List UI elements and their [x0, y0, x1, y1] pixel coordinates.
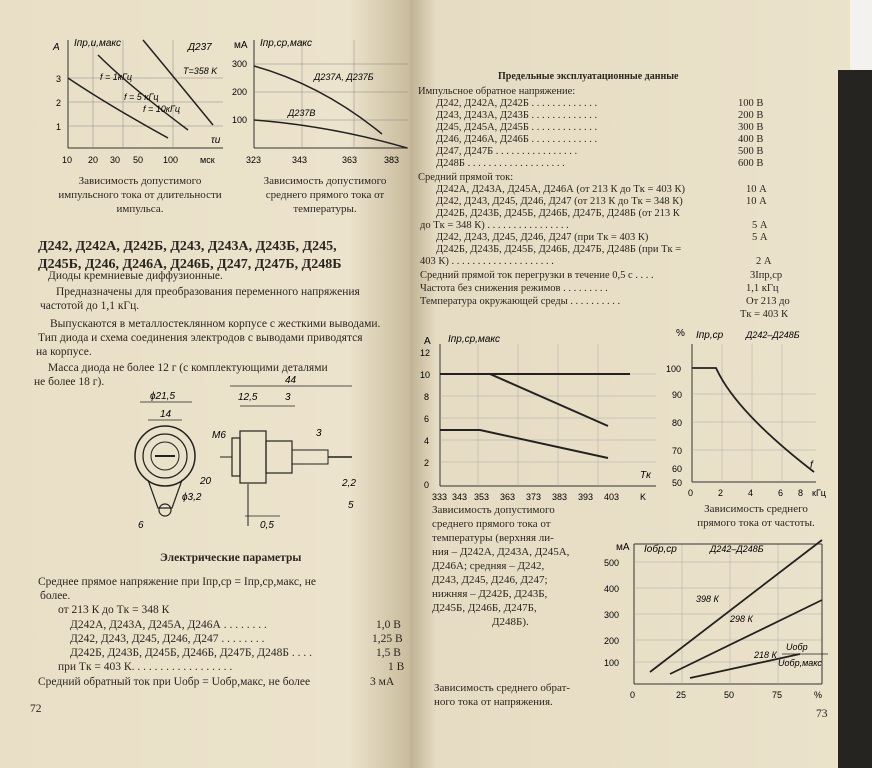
chart4-ytick: 60	[672, 464, 683, 474]
chart3-caption-line: нижняя – Д242Б, Д243Б,	[432, 588, 548, 600]
elec-row-value: 3 мА	[370, 676, 395, 688]
book-edge	[838, 70, 872, 768]
chart5-xtick: 0	[630, 690, 636, 700]
chart1-xtick: 20	[88, 155, 99, 165]
avg-row-label: до Tк = 348 К) . . . . . . . . . . . . . . . .	[420, 220, 569, 231]
imp-row-label: Д243, Д243А, Д243Б . . . . . . . . . . . . .	[436, 110, 598, 121]
chart5-curve-218: 218 К	[754, 650, 777, 660]
chart4-device: Д242–Д248Б	[746, 330, 800, 340]
avg-row-label: Д242Б, Д243Б, Д245Б, Д246Б, Д247Б, Д248Б (от 213 К	[436, 208, 680, 219]
avg-row-label: Д242, Д243, Д245, Д246, Д247 (при Tк = 403 К)	[436, 232, 649, 243]
chart2-curve-2: Д237В	[288, 108, 316, 118]
chart4-ytick: 80	[672, 418, 683, 428]
chart1-ylabel: A	[53, 42, 60, 53]
device-heading-line-1: Д242, Д242А, Д242Б, Д243, Д243А, Д243Б, Д245,	[38, 239, 337, 254]
avg-current-temp-chart	[418, 328, 666, 508]
other-row-label: Частота без снижения режимов . . . . . . . . .	[420, 283, 608, 294]
chart4-ylabel: %	[676, 328, 685, 339]
avg-row-label: 403 К) . . . . . . . . . . . . . . . . . . . .	[420, 256, 554, 267]
chart3-xtick: 393	[578, 492, 594, 502]
para-mass-1: Масса диода не более 12 г (с комплектующими деталями	[48, 362, 328, 374]
chart3-caption-line: Д243, Д245, Д246, Д247;	[432, 574, 548, 586]
elec-row-value: 1,0 В	[376, 619, 401, 631]
elec-row-label: Д242, Д243, Д245, Д246, Д247 . . . . . . . .	[70, 633, 265, 645]
chart3-caption-line: Д245Б, Д246Б, Д247Б,	[432, 602, 537, 614]
frequency-chart-svg	[666, 322, 838, 502]
para-description: Диоды кремниевые диффузионные.	[48, 270, 223, 282]
chart3-xtick: 373	[526, 492, 542, 502]
imp-row-value: 600 В	[738, 158, 764, 169]
chart1-xtick: 50	[133, 155, 144, 165]
chart2-xtick: 383	[384, 155, 400, 165]
dim-label: ϕ3,2	[182, 492, 202, 503]
chart1-ytick: 2	[56, 98, 62, 108]
chart3-caption-line: Зависимость допустимого	[432, 504, 555, 516]
reverse-current-chart	[600, 536, 830, 706]
para-purpose-2: частотой до 1,1 кГц.	[40, 300, 140, 312]
chart5-ytick: 300	[604, 610, 620, 620]
avg-row-value: 5 А	[752, 220, 768, 231]
chart2-series-label: Iпр,ср,макс	[260, 38, 312, 49]
chart5-curve-298: 298 К	[730, 614, 753, 624]
dim-label: 6	[138, 520, 144, 531]
chart4-xtick: 0	[688, 488, 694, 498]
avg-row-value: 10 А	[746, 196, 767, 207]
chart3-xtick: 363	[500, 492, 516, 502]
elec-row-value: 1,25 В	[372, 633, 403, 645]
reverse-current-chart-svg	[600, 536, 830, 706]
avg-current-temp-chart-svg	[418, 328, 666, 508]
chart2-xtick: 323	[246, 155, 262, 165]
imp-row-label: Д247, Д247Б . . . . . . . . . . . . . . . .	[436, 146, 578, 157]
avg-row-label: Д242, Д243, Д245, Д246, Д247 (от 213 К до Tк = 348 К)	[436, 196, 683, 207]
chart1-curve-3: f = 10кГц	[143, 104, 181, 114]
chart5-caption-line: ного тока от напряжения.	[434, 696, 553, 708]
chart3-xtick: 403	[604, 492, 620, 502]
avg-current-title: Средний прямой ток:	[418, 172, 514, 183]
chart4-xtick: 8	[798, 488, 804, 498]
chart3-ytick: 4	[424, 436, 430, 446]
chart2-curve-1: Д237А, Д237Б	[314, 72, 374, 82]
chart2-xtick: 343	[292, 155, 308, 165]
temp-current-chart-small-svg	[232, 30, 410, 170]
pulse-current-chart	[48, 30, 228, 170]
chart1-device: Д237	[188, 42, 212, 53]
chart3-xaxis-label: Tк	[640, 470, 651, 481]
chart3-xtick: 383	[552, 492, 568, 502]
frequency-chart	[666, 322, 838, 502]
chart3-caption-line: Д248Б).	[492, 616, 529, 628]
diode-drawing-svg	[120, 376, 360, 536]
chart4-ytick: 90	[672, 390, 683, 400]
chart4-caption-line: прямого тока от частоты.	[697, 517, 815, 529]
chart4-series-label: Iпр,ср	[696, 330, 724, 341]
chart1-xtick: 100	[163, 155, 179, 165]
chart1-curve-1: f = 1кГц	[100, 72, 133, 82]
chart5-xtick: 50	[724, 690, 735, 700]
imp-voltage-title: Импульсное обратное напряжение:	[418, 86, 576, 97]
chart5-ytick: 500	[604, 558, 620, 568]
elec-row-value: 1,5 В	[376, 647, 401, 659]
other-row-value: 3Iпр,ср	[750, 270, 783, 281]
chart2-caption: Зависимость допустимого среднего прямого тока от температуры.	[263, 175, 387, 215]
dim-label: 3	[285, 392, 291, 403]
imp-row-label: Д248Б . . . . . . . . . . . . . . . . . . .	[436, 158, 565, 169]
chart3-caption-line: Д246А; средняя – Д242,	[432, 560, 545, 572]
chart4-curve-label: f	[810, 460, 813, 471]
elec-row-label: Средний обратный ток при Uобр = Uобр,макс, не более	[38, 676, 311, 688]
left-page	[0, 0, 410, 768]
elec-temp-range: от 213 К до Tк = 348 К	[58, 604, 170, 616]
dim-label: 5	[348, 500, 354, 511]
para-purpose-1: Предназначены для преобразования переменного напряжения	[56, 286, 360, 298]
imp-row-label: Д242, Д242А, Д242Б . . . . . . . . . . . . .	[436, 98, 598, 109]
chart3-ytick: 8	[424, 392, 430, 402]
page-number-right: 73	[816, 708, 828, 720]
chart5-xtick: 75	[772, 690, 783, 700]
chart1-xaxis-label: τи	[211, 135, 221, 146]
chart5-axis-frac-den: Uобр,макс	[778, 658, 822, 668]
diode-drawing	[120, 376, 360, 536]
imp-row-value: 200 В	[738, 110, 764, 121]
dim-label: M6	[212, 430, 226, 441]
chart5-caption-line: Зависимость среднего обрат-	[434, 682, 571, 694]
temp-current-chart-small	[232, 30, 410, 170]
chart4-xtick: 2	[718, 488, 724, 498]
imp-row-value: 100 В	[738, 98, 764, 109]
dim-label: 2,2	[342, 478, 356, 489]
para-case-3: на корпусе.	[36, 346, 92, 358]
chart5-ytick: 400	[604, 584, 620, 594]
dim-label: 14	[160, 409, 172, 420]
elec-row-label: Д242А, Д243А, Д245А, Д246А . . . . . . . .	[70, 619, 267, 631]
chart5-curve-398: 398 К	[696, 594, 719, 604]
imp-row-label: Д246, Д246А, Д246Б . . . . . . . . . . . . .	[436, 134, 598, 145]
imp-row-value: 300 В	[738, 122, 764, 133]
chart5-xtick: %	[814, 690, 823, 700]
elec-row-label: Д242Б, Д243Б, Д245Б, Д246Б, Д247Б, Д248Б . . . .	[70, 647, 312, 659]
chart3-ytick: 6	[424, 414, 430, 424]
chart3-ytick: 12	[420, 348, 431, 358]
dim-label: 3	[316, 428, 322, 439]
chart2-ytick: 300	[232, 59, 248, 69]
dim-label: 20	[200, 476, 212, 487]
para-case-2: Тип диода и схема соединения электродов с выводами приводятся	[38, 332, 363, 344]
elec-row-value: 1 В	[388, 661, 405, 673]
chart3-caption-line: ния – Д242А, Д243А, Д245А,	[432, 546, 570, 558]
chart3-ylabel: A	[424, 336, 431, 347]
chart3-xtick: 343	[452, 492, 468, 502]
chart4-xtick: 6	[778, 488, 784, 498]
dim-label: 12,5	[238, 392, 258, 403]
chart2-ylabel: мА	[234, 40, 248, 51]
other-row-label: Температура окружающей среды . . . . . . . . . .	[420, 296, 621, 307]
chart1-ytick: 1	[56, 122, 62, 132]
chart1-curve-2: f = 5 кГц	[124, 92, 159, 102]
elec-row-label: при Tк = 403 К. . . . . . . . . . . . . . . . . .	[58, 661, 233, 673]
device-heading-line-2: Д245Б, Д246, Д246А, Д246Б, Д247, Д247Б, Д248Б	[38, 257, 342, 272]
para-case-1: Выпускаются в металлостеклянном корпусе с жесткими выводами.	[50, 318, 381, 330]
elec-intro-1: Среднее прямое напряжение при Iпр,ср = Iпр,ср,макс, не	[38, 576, 316, 588]
chart5-device: Д242–Д248Б	[710, 544, 764, 554]
chart1-caption: Зависимость допустимого импульсного тока от длительности импульса.	[58, 175, 222, 215]
chart1-xtick: мск	[200, 155, 215, 165]
chart2-xtick: 363	[342, 155, 358, 165]
chart5-xtick: 25	[676, 690, 687, 700]
chart5-series-label: Iобр,ср	[644, 544, 677, 555]
avg-row-label: Д242Б, Д243Б, Д245Б, Д246Б, Д247Б, Д248Б (при Tк =	[436, 244, 682, 255]
chart1-ytick: 3	[56, 74, 62, 84]
imp-row-value: 400 В	[738, 134, 764, 145]
avg-row-value: 5 А	[752, 232, 768, 243]
para-mass-2: не более 18 г).	[34, 376, 105, 388]
chart4-ytick: 70	[672, 446, 683, 456]
chart3-series-label: Iпр,ср,макс	[448, 334, 500, 345]
avg-row-label: Д242А, Д243А, Д245А, Д246А (от 213 К до Tк = 403 К)	[436, 184, 685, 195]
chart4-ytick: 100	[666, 364, 682, 374]
chart5-axis-frac-num: Uобр	[786, 642, 808, 652]
chart1-xtick: 30	[110, 155, 121, 165]
dim-label: 0,5	[260, 520, 274, 531]
chart1-temp: T=358 K	[183, 66, 218, 76]
chart3-ytick: 2	[424, 458, 430, 468]
chart1-series-label: Iпр,и,макс	[74, 38, 121, 49]
chart3-xtick: K	[640, 492, 647, 502]
chart5-ytick: 200	[604, 636, 620, 646]
chart3-xtick: 353	[474, 492, 490, 502]
chart3-caption-line: температуры (верхняя ли-	[432, 532, 554, 544]
chart1-xtick: 10	[62, 155, 73, 165]
page-number-left: 72	[30, 703, 42, 715]
chart3-ytick: 0	[424, 480, 430, 490]
other-row-value: От 213 до	[746, 296, 790, 307]
limits-title: Предельные эксплуатационные данные	[498, 71, 679, 82]
avg-row-value: 2 А	[756, 256, 772, 267]
dim-label: ϕ21,5	[150, 391, 176, 402]
chart5-ytick: 100	[604, 658, 620, 668]
other-row-value: 1,1 кГц	[746, 283, 779, 294]
chart2-ytick: 100	[232, 115, 248, 125]
chart2-ytick: 200	[232, 87, 248, 97]
right-page	[410, 0, 850, 768]
other-row-label: Средний прямой ток перегрузки в течение 0,5 с . . . .	[420, 270, 654, 281]
avg-row-value: 10 А	[746, 184, 767, 195]
chart3-caption-line: среднего прямого тока от	[432, 518, 551, 530]
chart3-ytick: 10	[420, 370, 431, 380]
chart4-xtick: кГц	[812, 488, 826, 498]
dim-label: 44	[285, 376, 297, 386]
electrical-params-title: Электрические параметры	[160, 552, 302, 564]
chart3-xtick: 333	[432, 492, 448, 502]
elec-intro-2: более.	[40, 590, 71, 602]
chart4-caption-line: Зависимость среднего	[704, 503, 808, 515]
chart4-ytick: 50	[672, 478, 683, 488]
chart4-xtick: 4	[748, 488, 754, 498]
pulse-current-chart-svg	[48, 30, 228, 170]
chart5-ylabel: мА	[616, 542, 630, 553]
imp-row-value: 500 В	[738, 146, 764, 157]
other-row-value: Tк = 403 К	[740, 309, 789, 320]
imp-row-label: Д245, Д245А, Д245Б . . . . . . . . . . . . .	[436, 122, 598, 133]
